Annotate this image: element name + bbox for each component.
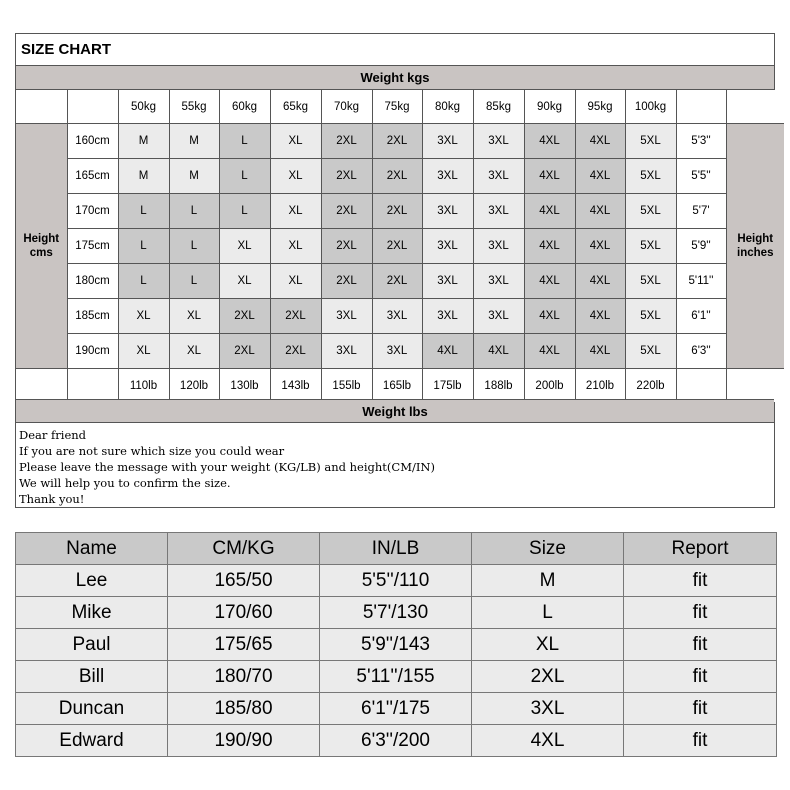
example-report: fit — [624, 629, 777, 661]
example-in-lb: 5'9''/143 — [320, 629, 472, 661]
chart-title: SIZE CHART — [16, 34, 774, 66]
size-cell: 4XL — [575, 124, 625, 159]
size-cell: 3XL — [473, 194, 524, 229]
size-cell: 3XL — [422, 299, 473, 334]
example-name: Lee — [16, 565, 168, 597]
corner-cell — [16, 90, 67, 124]
size-cell: XL — [219, 264, 270, 299]
size-cell: L — [169, 194, 219, 229]
size-cell: XL — [169, 299, 219, 334]
example-name: Paul — [16, 629, 168, 661]
size-cell: 2XL — [372, 159, 422, 194]
lb-label: 155lb — [321, 369, 372, 403]
example-cm-kg: 185/80 — [168, 693, 320, 725]
size-cell: 3XL — [372, 299, 422, 334]
lb-label: 130lb — [219, 369, 270, 403]
example-row — [16, 661, 777, 693]
size-cell: 2XL — [321, 264, 372, 299]
size-cell: 5XL — [625, 124, 676, 159]
height-cm: 170cm — [67, 194, 118, 229]
height-inch: 5'9'' — [676, 229, 726, 264]
size-cell: 4XL — [575, 194, 625, 229]
size-cell: 4XL — [575, 299, 625, 334]
size-cell: 2XL — [372, 194, 422, 229]
kg-label: 90kg — [524, 90, 575, 124]
size-cell: 2XL — [372, 264, 422, 299]
lb-label: 110lb — [118, 369, 169, 403]
lb-label: 200lb — [524, 369, 575, 403]
height-cm: 175cm — [67, 229, 118, 264]
size-cell: 3XL — [372, 334, 422, 369]
size-cell: XL — [219, 229, 270, 264]
height-inch: 5'11'' — [676, 264, 726, 299]
size-cell: XL — [118, 334, 169, 369]
example-cm-kg: 180/70 — [168, 661, 320, 693]
height-inches-label-line: Height — [737, 233, 774, 245]
kg-label: 65kg — [270, 90, 321, 124]
corner-cell — [726, 90, 784, 124]
height-inch: 5'3'' — [676, 124, 726, 159]
example-in-lb: 6'1''/175 — [320, 693, 472, 725]
size-cell: M — [169, 159, 219, 194]
note-line: Thank you! — [19, 492, 85, 506]
size-cell: 4XL — [524, 159, 575, 194]
example-size: 3XL — [472, 693, 624, 725]
size-cell: 2XL — [372, 229, 422, 264]
example-in-lb: 5'11''/155 — [320, 661, 472, 693]
col-header-cm-kg: CM/KG — [168, 533, 320, 565]
size-cell: 4XL — [524, 299, 575, 334]
example-cm-kg: 170/60 — [168, 597, 320, 629]
example-in-lb: 6'3''/200 — [320, 725, 472, 757]
size-cell: 3XL — [422, 229, 473, 264]
kg-label: 50kg — [118, 90, 169, 124]
kg-label: 85kg — [473, 90, 524, 124]
corner-cell — [676, 369, 726, 403]
example-size: XL — [472, 629, 624, 661]
corner-cell — [67, 90, 118, 124]
height-cm: 160cm — [67, 124, 118, 159]
example-report: fit — [624, 597, 777, 629]
height-inches-label — [726, 124, 784, 369]
size-cell: XL — [270, 194, 321, 229]
example-cm-kg: 165/50 — [168, 565, 320, 597]
corner-cell — [676, 90, 726, 124]
size-cell: 3XL — [321, 299, 372, 334]
example-name: Edward — [16, 725, 168, 757]
height-inch: 5'5'' — [676, 159, 726, 194]
size-cell: 2XL — [321, 124, 372, 159]
kg-label: 75kg — [372, 90, 422, 124]
size-grid — [16, 90, 784, 402]
corner-cell — [726, 369, 784, 403]
corner-cell — [16, 369, 67, 403]
size-cell: XL — [169, 334, 219, 369]
weight-kgs-header: Weight kgs — [16, 66, 774, 90]
size-cell: 3XL — [473, 159, 524, 194]
size-cell: 2XL — [372, 124, 422, 159]
size-cell: XL — [270, 229, 321, 264]
height-cms-label-line: cms — [29, 247, 53, 259]
size-cell: 4XL — [524, 194, 575, 229]
height-inch: 5'7' — [676, 194, 726, 229]
lb-label: 120lb — [169, 369, 219, 403]
example-size: L — [472, 597, 624, 629]
height-cm: 190cm — [67, 334, 118, 369]
example-cm-kg: 190/90 — [168, 725, 320, 757]
size-cell: L — [118, 264, 169, 299]
size-cell: 5XL — [625, 299, 676, 334]
size-cell: L — [169, 264, 219, 299]
size-cell: 5XL — [625, 194, 676, 229]
size-cell: 3XL — [422, 194, 473, 229]
col-header-size: Size — [472, 533, 624, 565]
example-size: 4XL — [472, 725, 624, 757]
size-cell: 4XL — [524, 334, 575, 369]
size-cell: 4XL — [524, 124, 575, 159]
examples-header-row — [16, 533, 777, 565]
size-row — [16, 159, 784, 194]
size-cell: 5XL — [625, 229, 676, 264]
kg-label: 95kg — [575, 90, 625, 124]
size-cell: 2XL — [321, 159, 372, 194]
size-cell: 3XL — [473, 229, 524, 264]
contact-note — [16, 424, 774, 507]
example-row — [16, 565, 777, 597]
size-row — [16, 264, 784, 299]
size-cell: L — [118, 229, 169, 264]
size-row — [16, 124, 784, 159]
size-cell: L — [169, 229, 219, 264]
example-row — [16, 629, 777, 661]
size-cell: M — [118, 159, 169, 194]
height-cms-label — [16, 124, 67, 369]
size-row — [16, 334, 784, 369]
kg-header-row — [16, 90, 784, 124]
lb-label: 210lb — [575, 369, 625, 403]
lb-label: 165lb — [372, 369, 422, 403]
size-cell: XL — [270, 124, 321, 159]
size-cell: XL — [270, 159, 321, 194]
size-row — [16, 299, 784, 334]
size-cell: 4XL — [473, 334, 524, 369]
col-header-name: Name — [16, 533, 168, 565]
size-cell: 3XL — [422, 159, 473, 194]
size-row — [16, 194, 784, 229]
size-row — [16, 229, 784, 264]
size-cell: 3XL — [422, 124, 473, 159]
col-header-report: Report — [624, 533, 777, 565]
lb-label: 175lb — [422, 369, 473, 403]
height-inches-label-line: inches — [737, 247, 774, 259]
height-inch: 6'1'' — [676, 299, 726, 334]
size-cell: 3XL — [473, 264, 524, 299]
height-cm: 185cm — [67, 299, 118, 334]
example-in-lb: 5'5''/110 — [320, 565, 472, 597]
size-cell: 3XL — [473, 299, 524, 334]
size-cell: 2XL — [219, 334, 270, 369]
example-report: fit — [624, 725, 777, 757]
size-cell: L — [118, 194, 169, 229]
example-size: M — [472, 565, 624, 597]
kg-label: 60kg — [219, 90, 270, 124]
kg-label: 55kg — [169, 90, 219, 124]
example-row — [16, 597, 777, 629]
size-cell: 3XL — [473, 124, 524, 159]
size-cell: 2XL — [219, 299, 270, 334]
example-report: fit — [624, 565, 777, 597]
height-cm: 165cm — [67, 159, 118, 194]
kg-label: 70kg — [321, 90, 372, 124]
size-cell: 4XL — [422, 334, 473, 369]
size-cell: XL — [118, 299, 169, 334]
size-cell: 5XL — [625, 264, 676, 299]
size-cell: 4XL — [575, 334, 625, 369]
size-cell: 4XL — [575, 229, 625, 264]
example-row — [16, 725, 777, 757]
note-line: Please leave the message with your weight (KG/LB) and height(CM/IN) — [19, 460, 435, 474]
example-row — [16, 693, 777, 725]
lb-label: 220lb — [625, 369, 676, 403]
size-cell: 4XL — [524, 229, 575, 264]
size-cell: XL — [270, 264, 321, 299]
size-cell: 5XL — [625, 334, 676, 369]
note-line: We will help you to confirm the size. — [19, 476, 231, 490]
size-chart — [15, 33, 775, 508]
lb-footer-row — [16, 369, 784, 403]
lb-label: 143lb — [270, 369, 321, 403]
height-cm: 180cm — [67, 264, 118, 299]
size-cell: 2XL — [270, 299, 321, 334]
size-cell: 4XL — [575, 264, 625, 299]
size-cell: 5XL — [625, 159, 676, 194]
example-name: Mike — [16, 597, 168, 629]
size-cell: 3XL — [321, 334, 372, 369]
note-line: Dear friend — [19, 428, 87, 442]
size-cell: 4XL — [575, 159, 625, 194]
size-cell: 4XL — [524, 264, 575, 299]
weight-lbs-footer: Weight lbs — [16, 399, 774, 423]
size-cell: 3XL — [422, 264, 473, 299]
note-line: If you are not sure which size you could wear — [19, 444, 285, 458]
size-cell: L — [219, 194, 270, 229]
size-cell: 2XL — [321, 229, 372, 264]
example-in-lb: 5'7'/130 — [320, 597, 472, 629]
col-header-in-lb: IN/LB — [320, 533, 472, 565]
height-cms-label-line: Height — [23, 233, 60, 245]
example-size: 2XL — [472, 661, 624, 693]
lb-label: 188lb — [473, 369, 524, 403]
example-name: Bill — [16, 661, 168, 693]
size-cell: M — [169, 124, 219, 159]
example-cm-kg: 175/65 — [168, 629, 320, 661]
kg-label: 80kg — [422, 90, 473, 124]
example-report: fit — [624, 661, 777, 693]
corner-cell — [67, 369, 118, 403]
example-report: fit — [624, 693, 777, 725]
size-cell: 2XL — [270, 334, 321, 369]
kg-label: 100kg — [625, 90, 676, 124]
size-cell: L — [219, 159, 270, 194]
size-cell: 2XL — [321, 194, 372, 229]
example-name: Duncan — [16, 693, 168, 725]
fit-examples-table — [15, 532, 777, 757]
size-cell: L — [219, 124, 270, 159]
height-inch: 6'3'' — [676, 334, 726, 369]
size-cell: M — [118, 124, 169, 159]
